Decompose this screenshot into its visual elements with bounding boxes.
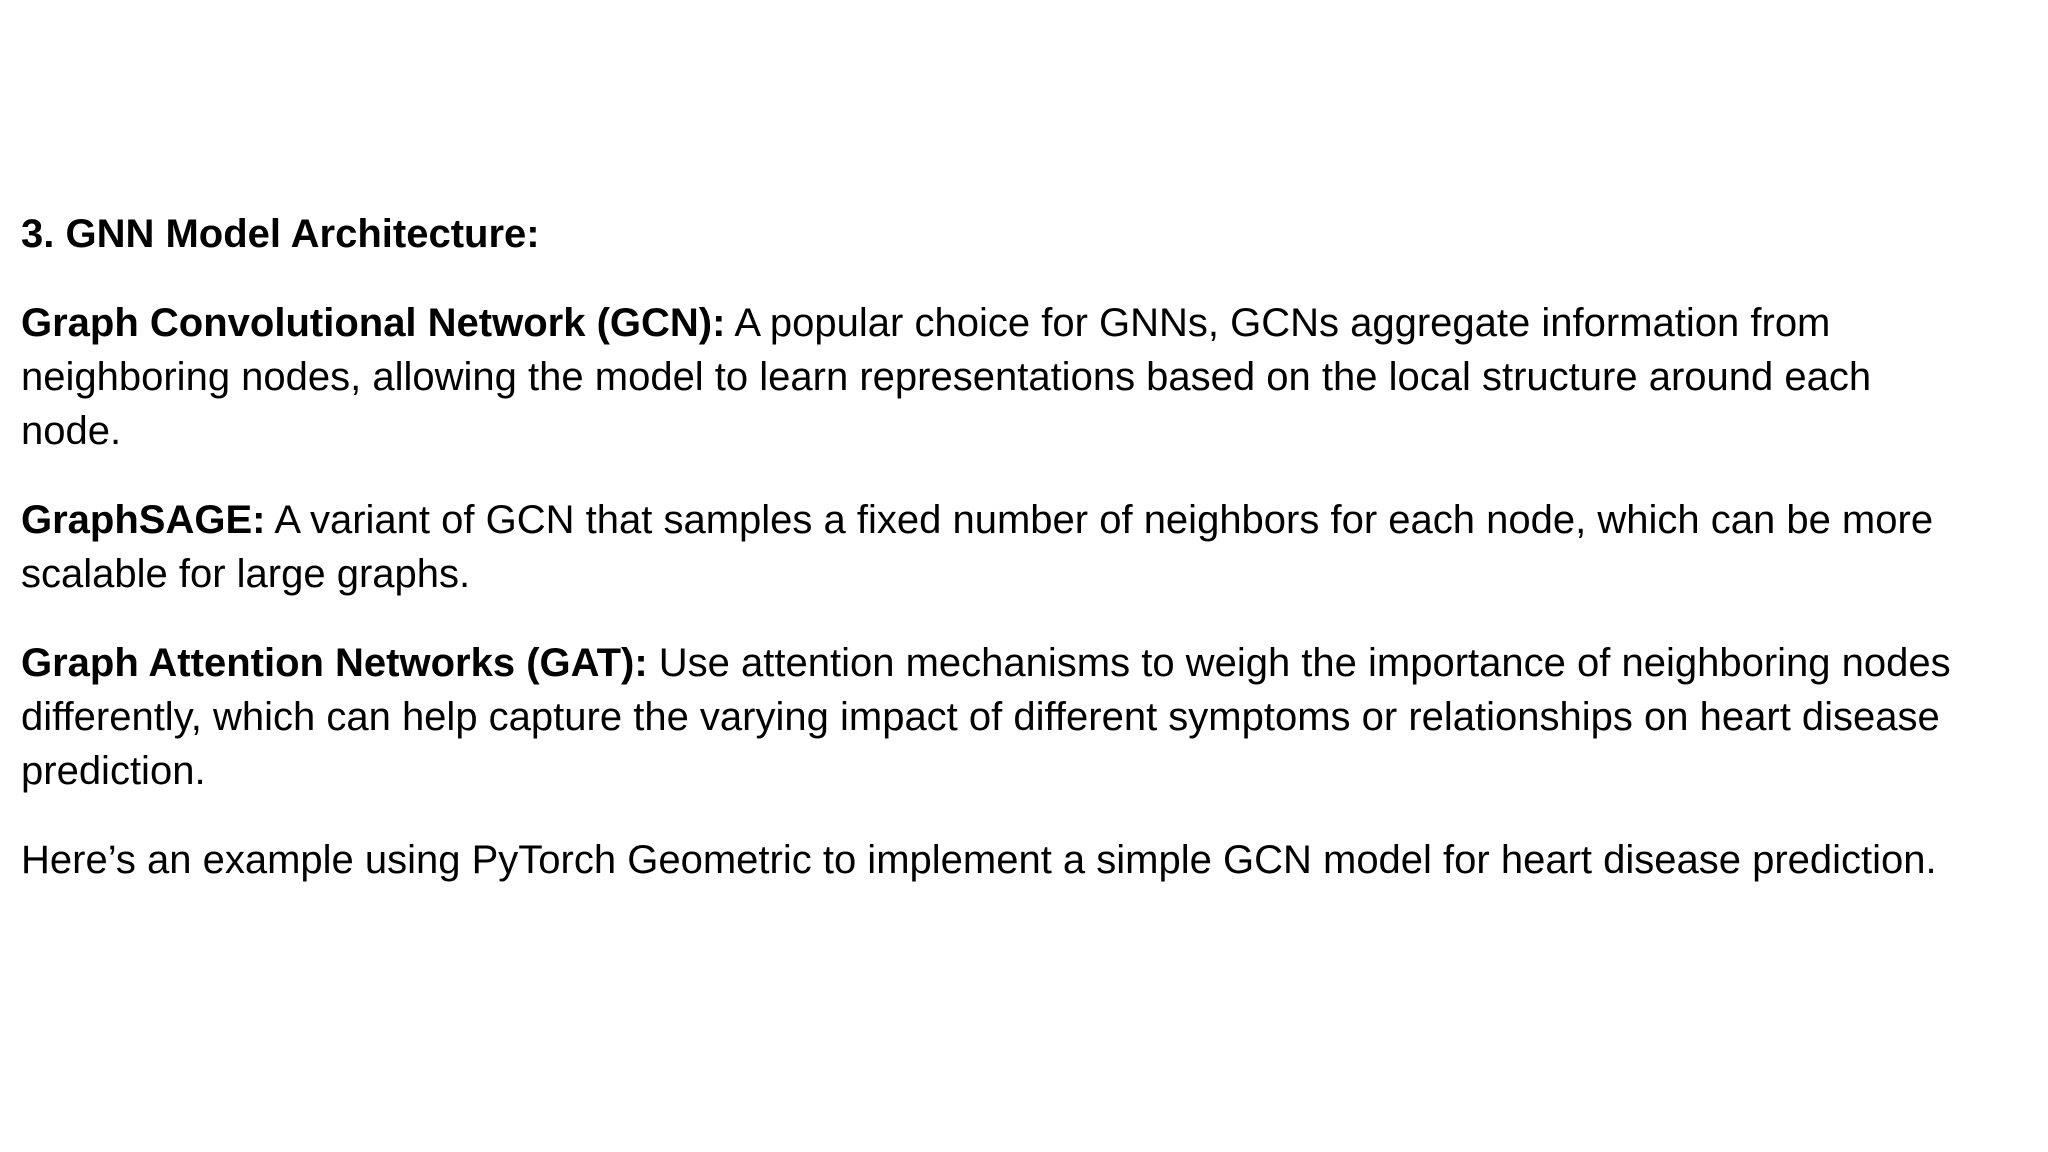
paragraph-graphsage — [21, 493, 1961, 601]
term-gcn: Graph Convolutional Network (GCN): — [21, 301, 726, 345]
document-body — [21, 207, 1961, 922]
term-gat: Graph Attention Networks (GAT): — [21, 641, 648, 685]
description-gat: Use attention mechanisms to weigh the importance of neighboring nodes differently, which can help capture the varying impact of different symptoms or relationships on heart disease prediction. — [21, 641, 1951, 793]
paragraph-gat — [21, 636, 1961, 798]
section-heading: 3. GNN Model Architecture: — [21, 212, 540, 256]
closing-paragraph: Here’s an example using PyTorch Geometric to implement a simple GCN model for heart disease prediction. — [21, 838, 1937, 882]
paragraph-gcn — [21, 296, 1961, 458]
term-graphsage: GraphSAGE: — [21, 498, 266, 542]
description-gcn: A popular choice for GNNs, GCNs aggregate information from neighboring nodes, allowing the model to learn representations based on the local structure around each node. — [21, 301, 1872, 453]
description-graphsage: A variant of GCN that samples a fixed number of neighbors for each node, which can be more scalable for large graphs. — [21, 498, 1934, 596]
